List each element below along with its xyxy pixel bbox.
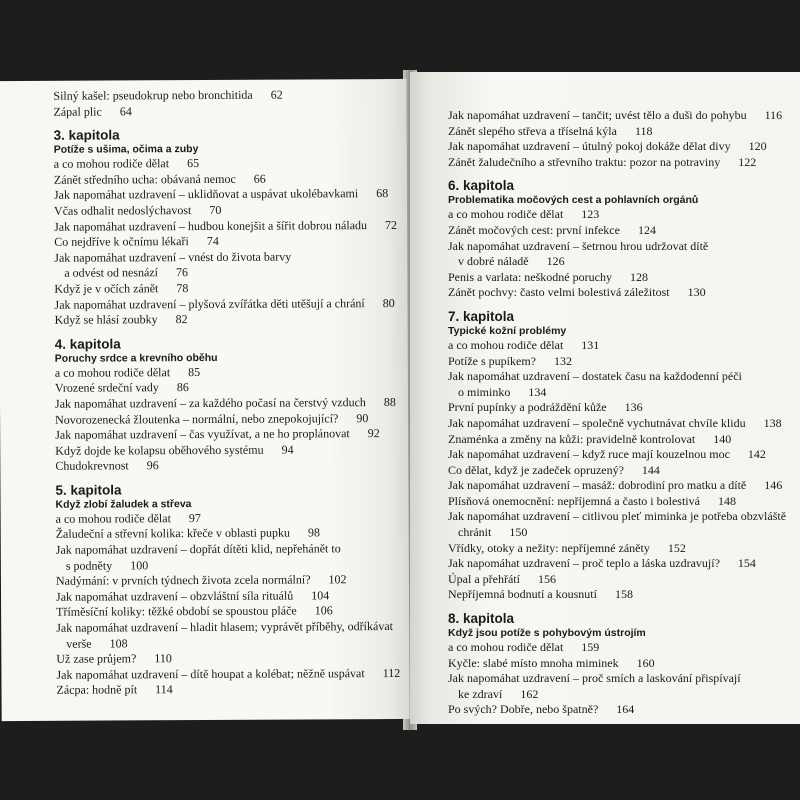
toc-entry [56,557,396,574]
toc-entry [53,103,393,120]
toc-entry [448,556,788,572]
toc-page-number: 64 [119,103,132,119]
toc-entry [448,587,788,603]
toc-entry [54,280,394,297]
toc-page-number: 118 [634,123,653,138]
toc-entry-text: s podněty [65,558,113,573]
toc-page-number: 106 [314,603,333,618]
toc-page-number: 132 [553,353,572,368]
toc-page-number: 126 [546,254,565,269]
toc-page-number: 70 [209,202,222,217]
toc-entry [55,395,395,412]
toc-entry-text: Žaludeční a střevní kolika: křeče v oblasti pupku [55,526,290,542]
toc-entry [448,108,788,124]
chapter-heading: 6. kapitola [448,178,515,194]
toc-page-number: 76 [175,265,189,280]
toc-page-number: 78 [176,281,189,296]
toc-page-number: 68 [376,186,389,201]
toc-entry [448,640,788,656]
toc-entry [55,426,395,443]
toc-entry [448,416,788,432]
toc-page-number: 112 [382,665,401,680]
toc-entry-text: Nepříjemná bodnutí a kousnutí [448,587,597,602]
toc-entry [448,223,788,239]
toc-entry-text: Jak napomáhat uzdravení – tančit; uvést tělo a duši do pohybu [448,108,747,122]
toc-page-number: 100 [130,557,149,573]
toc-entry-text: Jak napomáhat uzdravení – masáž: dobrodiní pro matku a dítě [448,478,747,493]
toc-entry-text: Jak napomáhat uzdravení – uklidňovat a uspávat ukolébavkami [53,186,359,203]
toc-page-number: 97 [188,510,201,525]
chapter-title: Potíže s ušima, očima a zuby [53,143,199,156]
toc-entry-text: Plísňová onemocnění: nepříjemná a často i bolestivá [448,493,700,508]
toc-entry [448,572,788,588]
toc-page-number: 140 [713,431,732,446]
toc-entry [55,410,395,427]
toc-page-number: 82 [175,312,188,327]
toc-entry-text: Zápal plic [53,104,102,119]
toc-entry-text: o miminko [458,384,511,399]
toc-page-number: 120 [748,139,767,154]
toc-entry-text: v dobré náladě [458,254,529,269]
toc-page-number: 116 [764,108,783,122]
toc-entry [448,124,788,140]
toc-entry [448,525,788,541]
toc-entry [54,171,394,188]
toc-entry-text: a co mohou rodiče dělat [448,337,564,352]
toc-entry [56,665,401,683]
toc-entry [56,541,396,558]
toc-page-number: 162 [520,686,539,701]
toc-entry-text: verše [66,636,92,651]
left-page [0,79,410,721]
chapter-title: Když zlobí žaludek a střeva [55,497,192,511]
toc-entry-text: Jak napomáhat uzdravení – když ruce mají kouzelnou moc [448,447,730,462]
chapter-title: Problematika močových cest a pohlavních orgánů [448,194,699,207]
toc-entry [448,354,788,370]
toc-page-number: 150 [509,525,528,540]
toc-entry-text: Tříměsíční koliky: těžké období se spoustou pláče [56,603,297,620]
toc-entry [448,385,788,401]
toc-entry [448,687,788,703]
toc-entry [448,254,788,270]
toc-entry [56,525,396,542]
toc-entry-text: a co mohou rodiče dělat [55,511,171,526]
toc-page-number: 80 [382,295,395,310]
toc-page-number: 96 [146,458,159,473]
toc-page-number: 142 [747,447,766,462]
toc-entry-text: Jak napomáhat uzdravení – šetrnou hrou udržovat dítě [448,238,709,253]
toc-entry [448,239,788,255]
toc-entry [54,249,394,266]
toc-entry-text: Nadýmání: v prvních týdnech života zcela normální? [55,572,311,589]
toc-entry-text: Po svých? Dobře, nebo špatně? [448,702,599,717]
toc-page-number: 122 [738,154,757,169]
chapter-heading: 4. kapitola [54,336,121,352]
toc-entry [54,202,394,219]
toc-page-number: 156 [537,571,556,586]
toc-entry [448,702,788,718]
toc-page-number: 130 [687,285,706,300]
toc-entry-text: a co mohou rodiče dělat [54,364,171,380]
toc-entry-text: Už zase průjem? [56,651,137,666]
toc-page-number: 110 [154,651,172,666]
toc-entry-text: Jak napomáhat uzdravení – hladit hlasem; vyprávět příběhy, odříkávat [56,619,394,635]
toc-page-number: 104 [311,588,330,603]
toc-page-number: 136 [624,400,643,415]
toc-entry [448,285,788,301]
toc-entry-text: Znaménka a změny na kůži: pravidelně kontrolovat [448,431,696,446]
toc-entry-text: Jak napomáhat uzdravení – dopřát dítěti klid, nepřehánět to [55,541,341,557]
toc-entry [448,432,788,448]
toc-entry [54,296,394,313]
toc-page-number: 72 [384,217,398,232]
toc-entry [448,541,788,557]
toc-entry [448,656,788,672]
toc-page-number: 138 [763,415,782,430]
toc-entry-text: Jak napomáhat uzdravení – dítě houpat a kolébat; něžně uspávat [56,665,365,682]
toc-entry-text: Jak napomáhat uzdravení – hudbou konejšit a šířit dobrou náladu [54,217,368,234]
toc-page-number: 85 [188,364,201,379]
toc-entry-text: ke zdraví [458,686,503,701]
toc-entry [448,671,788,687]
toc-entry [54,233,394,250]
toc-entry [448,369,788,385]
toc-entry [56,572,396,589]
toc-entry-text: Jak napomáhat uzdravení – plyšová zvířátka děti utěšují a chrání [54,295,365,312]
toc-entry [448,463,788,479]
toc-page-number: 94 [281,442,294,457]
toc-entry [448,478,788,494]
toc-entry-text: Vrozené srdeční vady [54,380,159,396]
toc-entry-text: Novorozenecká žloutenka – normální, nebo znepokojující? [55,410,339,427]
right-toc [448,108,788,718]
toc-entry-text: Jak napomáhat uzdravení – vnést do života barvy [54,249,292,265]
left-toc [53,87,401,699]
toc-entry-text: Když dojde ke kolapsu oběhového systému [55,442,264,458]
chapter-title: Když jsou potíže s pohybovým ústrojím [448,627,646,640]
toc-entry-text: a co mohou rodiče dělat [448,207,564,222]
toc-entry-text: Co dělat, když je zadeček opruzený? [448,462,624,477]
toc-entry-text: Úpal a přehřátí [448,571,520,586]
toc-page-number: 74 [206,234,219,249]
toc-entry [448,207,788,223]
toc-entry-text: Jak napomáhat uzdravení – proč smích a laskování přispívají [448,671,741,686]
toc-entry-text: Silný kašel: pseudokrup nebo bronchitida [53,87,253,103]
toc-entry-text: Jak napomáhat uzdravení – proč teplo a láska uzdravují? [448,556,720,571]
toc-page-number: 124 [637,222,656,237]
toc-page-number: 90 [356,410,369,425]
toc-page-number: 123 [581,207,600,222]
toc-page-number: 128 [629,269,648,284]
toc-page-number: 102 [328,572,347,587]
toc-entry-text: a co mohou rodiče dělat [448,640,564,655]
toc-page-number: 131 [581,337,600,352]
toc-page-number: 65 [187,156,200,171]
toc-entry [55,311,395,328]
toc-page-number: 154 [737,556,756,571]
chapter-heading: 5. kapitola [55,482,122,498]
toc-entry-text: Vřídky, otoky a nežity: nepříjemné záněty [448,540,650,555]
toc-entry [448,139,788,155]
toc-entry [448,400,788,416]
chapter-heading: 3. kapitola [53,127,120,143]
toc-entry-text: Zácpa: hodně pít [56,682,138,698]
toc-entry-text: a odvést od nesnází [64,265,159,281]
toc-entry-text: Jak napomáhat uzdravení – citlivou pleť miminka je potřeba obzvláště [448,509,787,524]
toc-entry-text: První pupínky a podráždění kůže [448,400,607,415]
toc-page-number: 92 [367,426,380,441]
chapter-heading: 7. kapitola [448,308,515,324]
toc-entry [53,87,393,104]
toc-entry [448,155,788,171]
toc-entry [56,650,396,667]
toc-entry-text: Jak napomáhat uzdravení – čas využívat, a ne ho proplánovat [55,426,350,442]
toc-page-number: 98 [307,525,320,540]
toc-entry [56,588,396,605]
toc-page-number: 160 [636,655,655,670]
right-page [410,72,800,724]
toc-entry [54,264,394,281]
toc-entry-text: Když je v očích zánět [54,281,159,296]
toc-entry-text: Jak napomáhat uzdravení – dostatek času na každodenní péči [448,369,742,384]
toc-page-number: 86 [176,380,189,395]
toc-entry-text: Zánět žaludečního a střevního traktu: pozor na potraviny [448,154,721,169]
toc-entry [55,379,395,396]
toc-page-number: 146 [764,478,783,493]
toc-entry-text: Jak napomáhat uzdravení – za každého počasí na čerstvý vzduch [54,395,366,411]
toc-entry [448,447,788,463]
toc-entry [448,509,788,525]
chapter-title: Typické kožní problémy [448,324,567,337]
toc-page-number: 144 [641,462,660,477]
toc-page-number: 152 [667,540,686,555]
toc-entry-text: Když se hlásí zoubky [54,312,158,327]
toc-page-number: 66 [253,171,266,186]
toc-entry-text: Zánět pochvy: často velmi bolestivá záležitost [448,285,670,300]
toc-entry [55,364,395,381]
chapter-heading: 8. kapitola [448,611,515,627]
toc-entry-text: Potíže s pupíkem? [448,353,536,368]
toc-page-number: 164 [616,702,635,717]
toc-page-number: 134 [528,384,547,399]
toc-page-number: 148 [717,493,736,508]
toc-entry-text: Penis a varlata: neškodné poruchy [448,269,612,284]
toc-entry [54,186,394,203]
toc-entry-text: Zánět slepého střeva a tříselná kýla [448,123,617,138]
toc-entry [55,457,395,474]
toc-entry-text: Chudokrevnost [55,458,129,474]
toc-entry [448,338,788,354]
toc-entry-text: Zánět močových cest: první infekce [448,222,620,237]
toc-entry-text: Jak napomáhat uzdravení – společně vychutnávat chvíle klidu [448,415,746,430]
toc-page-number: 88 [383,394,396,409]
toc-entry-text: Co nejdříve k očnímu lékaři [54,234,189,249]
toc-entry [448,270,788,286]
toc-page-number: 114 [155,682,173,697]
toc-entry-text: chránit [458,525,492,540]
toc-entry-text: Včas odhalit nedoslýchavost [53,203,192,218]
toc-entry-text: Jak napomáhat uzdravení – obzvláštní síla rituálů [55,588,294,604]
toc-entry [54,217,398,235]
toc-page-number: 158 [614,587,633,602]
toc-entry [56,619,396,636]
toc-entry-text: a co mohou rodiče dělat [53,156,170,171]
toc-entry [56,510,396,527]
chapter-title: Poruchy srdce a krevního oběhu [54,351,218,365]
toc-page-number: 62 [270,87,283,102]
toc-entry [56,635,396,652]
toc-page-number: 108 [109,636,128,651]
toc-entry-text: Zánět středního ucha: obávaná nemoc [53,171,236,187]
toc-entry [54,155,394,172]
toc-entry [448,494,788,510]
toc-entry-text: Kyčle: slabé místo mnoha miminek [448,655,619,670]
toc-entry [56,681,396,698]
toc-entry-text: Jak napomáhat uzdravení – útulný pokoj dokáže dělat divy [448,139,731,154]
toc-entry [55,442,395,459]
toc-page-number: 159 [581,640,600,655]
toc-entry [56,603,396,620]
